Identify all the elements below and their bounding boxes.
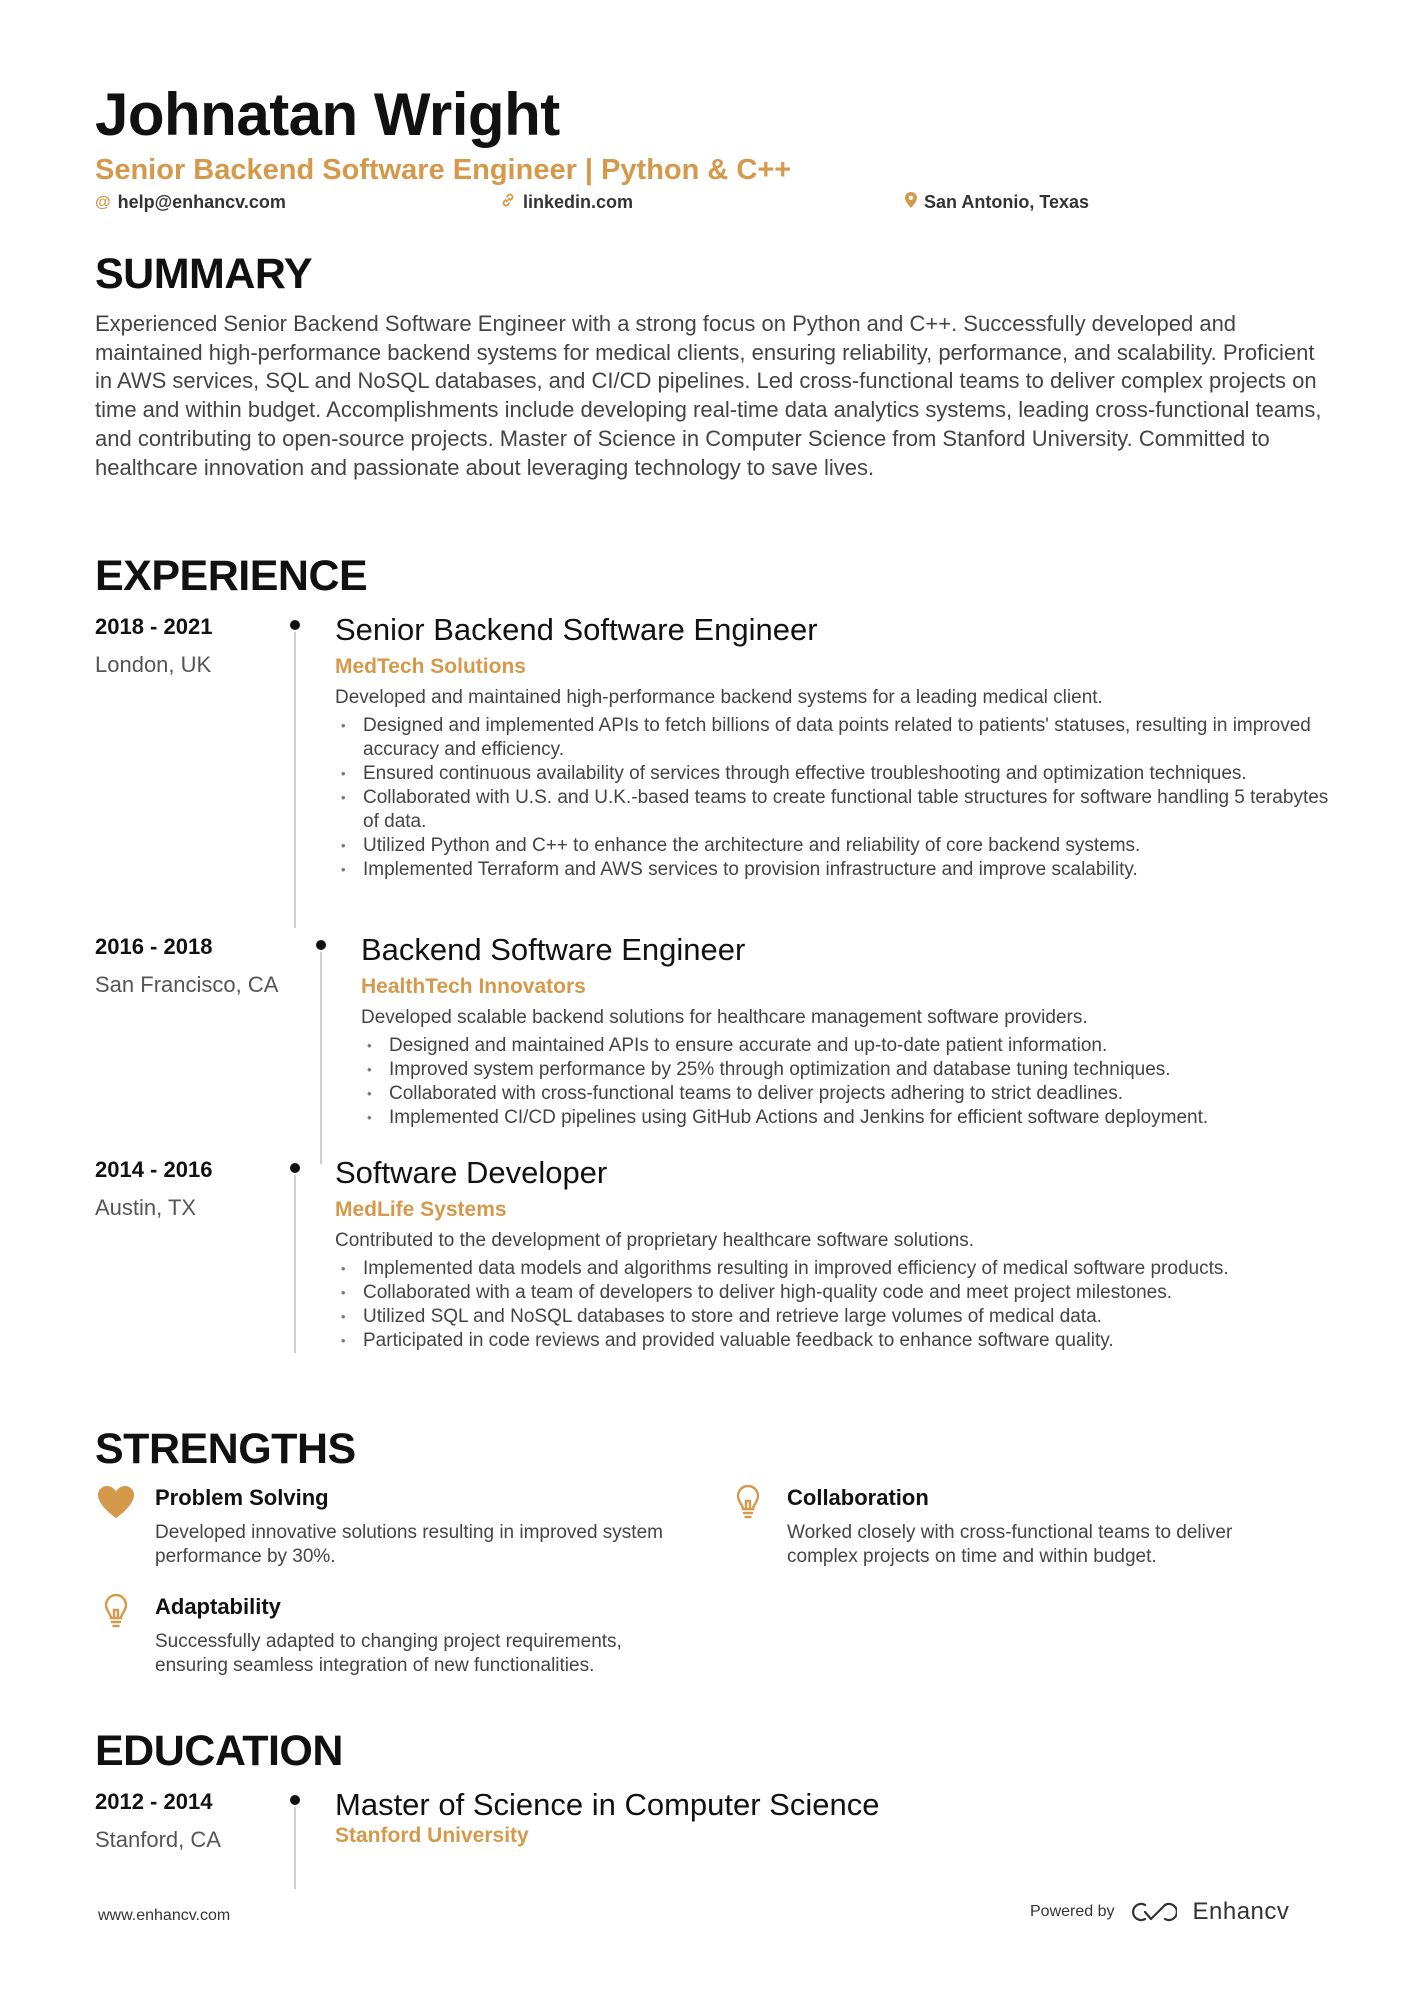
education-heading: EDUCATION <box>95 1727 343 1775</box>
brand-name: Enhancv <box>1192 1898 1290 1925</box>
list-item: • Collaborated with U.S. and U.K.-based teams to create functional table structures for software handling 5 terabytes of data. <box>335 786 1335 834</box>
experience-content <box>335 610 1335 882</box>
list-item: • Participated in code reviews and provided valuable feedback to enhance software quality. <box>335 1329 1335 1353</box>
company-name: MedTech Solutions <box>335 655 526 678</box>
experience-location: San Francisco, CA <box>95 972 279 997</box>
list-item: • Implemented CI/CD pipelines using GitHub Actions and Jenkins for efficient software deployment. <box>361 1106 1335 1130</box>
experience-content <box>361 930 1335 1130</box>
company-name: HealthTech Innovators <box>361 975 586 998</box>
summary-text: Experienced Senior Backend Software Engineer with a strong focus on Python and C++. Successfully developed and maintained high-performance backend systems for medical clients, ensuring reliability, performance, and scalability. Proficient in AWS services, SQL and NoSQL databases, and CI/CD pipelines. Led cross-functional teams to deliver complex projects on time and within budget. Accomplishments include developing real-time data analytics systems, leading cross-functional teams, and contributing to open-source projects. Master of Science in Computer Science from Stanford University. Committed to healthcare innovation and passionate about leveraging technology to save lives. <box>95 311 1322 480</box>
job-description: Developed and maintained high-performance backend systems for a leading medical client. <box>335 687 1103 708</box>
list-item: • Collaborated with cross-functional teams to deliver projects adhering to strict deadlines. <box>361 1082 1335 1106</box>
strength-name: Collaboration <box>787 1485 929 1510</box>
company-name: MedLife Systems <box>335 1198 507 1221</box>
timeline-line <box>294 1807 296 1889</box>
education-dates: 2012 - 2014 <box>95 1789 213 1814</box>
timeline-dot <box>316 940 326 950</box>
enhancv-logo-icon <box>1131 1900 1177 1924</box>
timeline-line <box>294 1175 296 1353</box>
summary-heading: SUMMARY <box>95 250 313 298</box>
list-item: • Utilized SQL and NoSQL databases to store and retrieve large volumes of medical data. <box>335 1305 1335 1329</box>
lightbulb-icon <box>727 1485 769 1519</box>
experience-location: Austin, TX <box>95 1195 197 1220</box>
timeline-dot <box>290 1163 300 1173</box>
at-icon: @ <box>95 193 111 211</box>
lightbulb-icon <box>95 1594 137 1628</box>
candidate-name: Johnatan Wright <box>95 81 560 148</box>
job-title: Backend Software Engineer <box>361 932 746 967</box>
strength-description: Worked closely with cross-functional teams to deliver complex projects on time and within budget. <box>787 1522 1233 1567</box>
footer-website[interactable]: www.enhancv.com <box>98 1907 231 1924</box>
school-name: Stanford University <box>335 1824 529 1847</box>
list-item: • Designed and implemented APIs to fetch billions of data points related to patients' statuses, resulting in improved accuracy and efficiency. <box>335 714 1335 762</box>
job-description: Contributed to the development of proprietary healthcare software solutions. <box>335 1230 974 1251</box>
job-bullets <box>335 714 1335 882</box>
timeline-line <box>294 632 296 928</box>
email-text: help@enhancv.com <box>117 192 286 212</box>
experience-heading: EXPERIENCE <box>95 552 368 600</box>
degree-title: Master of Science in Computer Science <box>335 1787 880 1822</box>
strengths-heading: STRENGTHS <box>95 1425 356 1473</box>
experience-content <box>335 1153 1335 1353</box>
strength-description: Developed innovative solutions resulting in improved system performance by 30%. <box>155 1522 663 1567</box>
list-item: • Utilized Python and C++ to enhance the architecture and reliability of core backend systems. <box>335 834 1335 858</box>
timeline-line <box>320 952 322 1164</box>
strength-name: Problem Solving <box>155 1485 329 1510</box>
heart-icon <box>95 1485 137 1519</box>
linkedin-text: linkedin.com <box>523 192 634 212</box>
contact-location <box>905 192 1089 213</box>
job-title: Senior Backend Software Engineer <box>335 612 818 647</box>
contact-linkedin[interactable] <box>500 192 633 213</box>
job-bullets <box>361 1034 1335 1130</box>
location-text: San Antonio, Texas <box>924 192 1090 212</box>
job-description: Developed scalable backend solutions for healthcare management software providers. <box>361 1007 1088 1028</box>
education-content <box>335 1785 1335 1851</box>
job-bullets <box>335 1257 1335 1353</box>
experience-dates: 2014 - 2016 <box>95 1157 213 1182</box>
footer-branding <box>1030 1898 1289 1926</box>
timeline-dot <box>290 1795 300 1805</box>
list-item: • Collaborated with a team of developers to deliver high-quality code and meet project milestones. <box>335 1281 1335 1305</box>
strength-name: Adaptability <box>155 1594 281 1619</box>
list-item: • Implemented Terraform and AWS services to provision infrastructure and improve scalability. <box>335 858 1335 882</box>
strength-description: Successfully adapted to changing project requirements, ensuring seamless integration of new functionalities. <box>155 1631 622 1676</box>
experience-dates: 2016 - 2018 <box>95 934 213 959</box>
list-item: • Improved system performance by 25% through optimization and database tuning techniques. <box>361 1058 1335 1082</box>
location-pin-icon <box>905 192 917 213</box>
list-item: • Implemented data models and algorithms resulting in improved efficiency of medical software products. <box>335 1257 1335 1281</box>
link-icon <box>500 192 516 213</box>
candidate-role: Senior Backend Software Engineer | Python & C++ <box>95 154 792 186</box>
education-location: Stanford, CA <box>95 1827 221 1852</box>
timeline-dot <box>290 620 300 630</box>
powered-by-label: Powered by <box>1030 1903 1115 1920</box>
experience-location: London, UK <box>95 652 212 677</box>
experience-dates: 2018 - 2021 <box>95 614 213 639</box>
list-item: • Designed and maintained APIs to ensure accurate and up-to-date patient information. <box>361 1034 1335 1058</box>
job-title: Software Developer <box>335 1155 608 1190</box>
list-item: • Ensured continuous availability of services through effective troubleshooting and optimization techniques. <box>335 762 1335 786</box>
contact-email[interactable] <box>95 192 286 213</box>
